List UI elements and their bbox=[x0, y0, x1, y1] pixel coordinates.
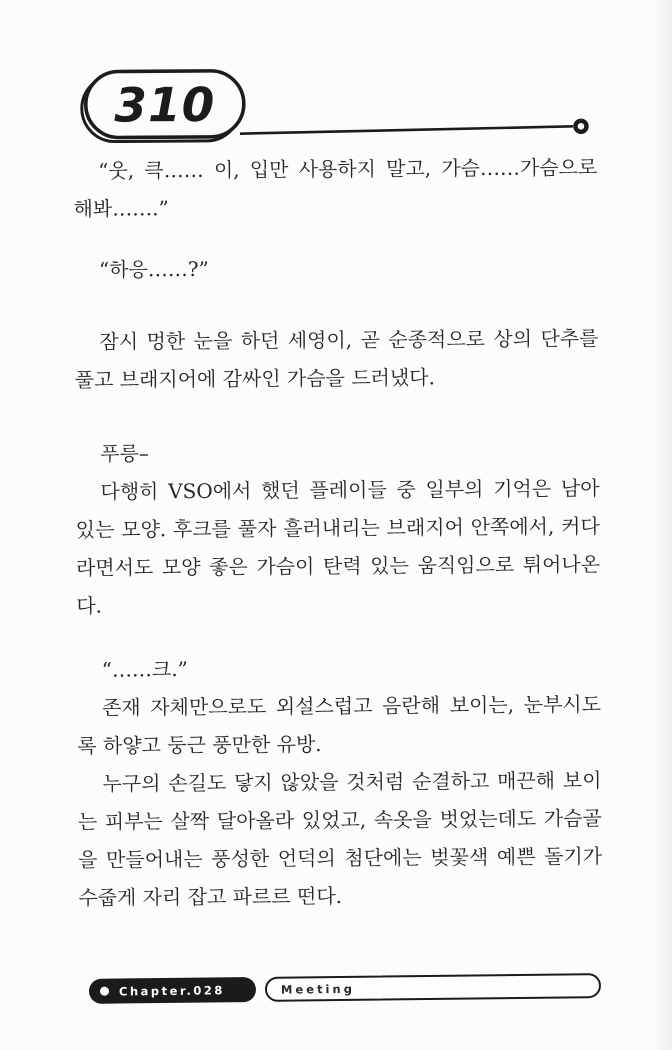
section-label: Meeting bbox=[280, 981, 355, 997]
paragraph: 존재 자체만으로도 외설스럽고 음란해 보이는, 눈부시도록 하얗고 둥근 풍만한 유방. bbox=[77, 692, 602, 758]
header-rule bbox=[240, 126, 573, 133]
chapter-bullet-icon bbox=[100, 987, 109, 996]
body-text bbox=[73, 148, 602, 917]
chapter-pill bbox=[89, 977, 256, 1004]
paragraph: 누구의 손길도 닿지 않았을 것처럼 순결하고 매끈해 보이는 피부는 살짝 달아올라 있었고, 속옷을 벗었는데도 가슴골을 만들어내는 풍성한 언덕의 첨단에는 벚꽃색 예쁜 돌기가 수줍게 자리 잡고 파르르 떤다. bbox=[77, 768, 603, 910]
page-number: 310 bbox=[114, 77, 216, 134]
paragraph: 잠시 멍한 눈을 하던 세영이, 곧 순종적으로 상의 단추를 풀고 브래지어에 감싸인 가슴을 드러냈다. bbox=[74, 326, 599, 392]
paragraph: 다행히 VSO에서 했던 플레이들 중 일부의 기억은 남아 있는 모양. 후크를 풀자 흘러내리는 브래지어 안쪽에서, 커다라면서도 모양 좋은 가슴이 탄력 있는 움직임으로 튀어나온다. bbox=[75, 476, 601, 618]
paragraph: “웃, 큭…… 이, 입만 사용하지 말고, 가슴……가슴으로 해봐…….” bbox=[73, 155, 598, 221]
header-rule-end-ring bbox=[575, 121, 586, 132]
page-header bbox=[0, 0, 670, 152]
section-pill bbox=[265, 973, 601, 1002]
chapter-label: Chapter.028 bbox=[118, 983, 225, 999]
paragraph: 푸릉– bbox=[100, 441, 149, 466]
paragraph: “……크.” bbox=[101, 657, 188, 682]
paragraph: “하응……?” bbox=[98, 256, 209, 282]
page-footer bbox=[89, 973, 601, 1004]
